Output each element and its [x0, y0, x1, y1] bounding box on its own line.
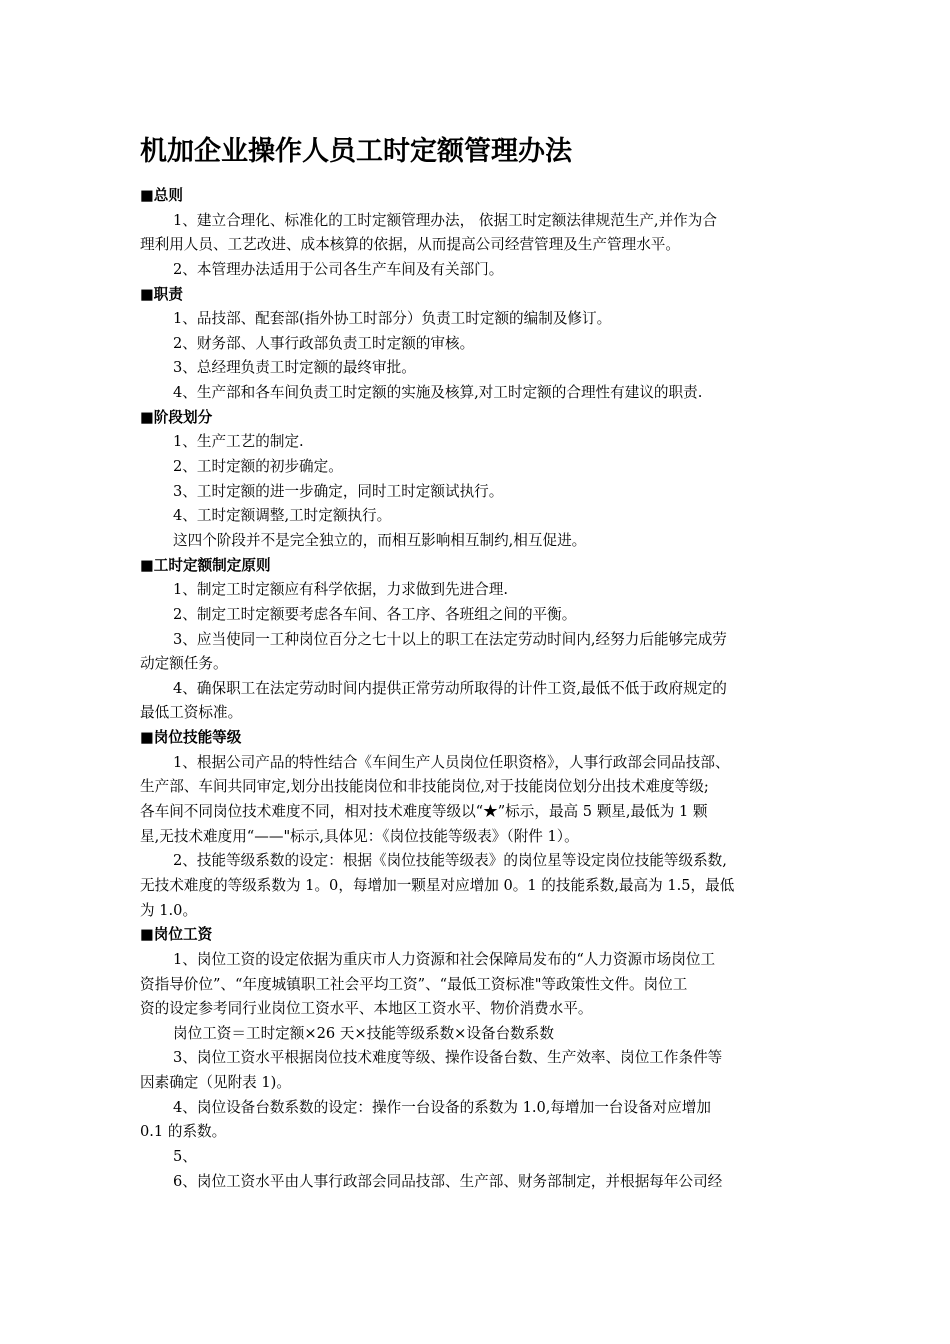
paragraph-line: 2、财务部、人事行政部负责工时定额的审核。 — [173, 334, 475, 352]
paragraph-line: 1、岗位工资的设定依据为重庆市人力资源和社会保障局发布的“人力资源市场岗位工 — [173, 950, 716, 968]
section-heading: ■阶段划分 — [140, 408, 213, 426]
paragraph-line: 这四个阶段并不是完全独立的，而相互影响相互制约,相互促进。 — [173, 531, 587, 549]
paragraph-line: 6、岗位工资水平由人事行政部会同品技部、生产部、财务部制定，并根据每年公司经 — [173, 1172, 723, 1190]
paragraph-line: 最低工资标准。 — [140, 704, 243, 722]
paragraph-line: 3、总经理负责工时定额的最终审批。 — [173, 359, 416, 377]
paragraph-line: 资的设定参考同行业岗位工资水平、本地区工资水平、物价消费水平。 — [140, 1000, 593, 1018]
paragraph-line: 4、岗位设备台数系数的设定：操作一台设备的系数为 1.0,每增加一台设备对应增加 — [173, 1098, 711, 1116]
paragraph-line: 3、工时定额的进一步确定，同时工时定额试执行。 — [173, 482, 504, 500]
paragraph-line: 4、确保职工在法定劳动时间内提供正常劳动所取得的计件工资,最低不低于政府规定的 — [173, 679, 727, 697]
paragraph-line: 2、制定工时定额要考虑各车间、各工序、各班组之间的平衡。 — [173, 605, 577, 623]
paragraph-line: 岗位工资＝工时定额×26 天×技能等级系数×设备台数系数 — [173, 1024, 554, 1042]
paragraph-line: 4、生产部和各车间负责工时定额的实施及核算,对工时定额的合理性有建议的职责. — [173, 384, 703, 402]
paragraph-line: 4、工时定额调整,工时定额执行。 — [173, 507, 392, 525]
paragraph-line: 3、应当使同一工种岗位百分之七十以上的职工在法定劳动时间内,经努力后能够完成劳 — [173, 630, 727, 648]
paragraph-line: 各车间不同岗位技术难度不同，相对技术难度等级以“★”标示，最高 5 颗星,最低为 1 颗 — [140, 803, 708, 821]
paragraph-line: 2、技能等级系数的设定：根据《岗位技能等级表》的岗位星等设定岗位技能等级系数, — [173, 852, 727, 870]
paragraph-line: 3、岗位工资水平根据岗位技术难度等级、操作设备台数、生产效率、岗位工作条件等 — [173, 1049, 723, 1067]
document-body — [140, 184, 820, 1194]
paragraph-line: 为 1.0。 — [140, 901, 198, 919]
paragraph-line: 1、生产工艺的制定. — [173, 433, 304, 451]
paragraph-line: 资指导价位”、“年度城镇职工社会平均工资”、“最低工资标准"等政策性文件。岗位工 — [140, 975, 688, 993]
paragraph-line: 生产部、车间共同审定,划分出技能岗位和非技能岗位,对于技能岗位划分出技术难度等级; — [140, 778, 709, 796]
paragraph-line: 0.1 的系数。 — [140, 1123, 227, 1141]
paragraph-line: 星,无技术难度用“——"标示,具体见：《岗位技能等级表》（附件 1）。 — [140, 827, 579, 845]
paragraph-line: 5、 — [173, 1147, 197, 1165]
paragraph-line: 动定额任务。 — [140, 655, 228, 673]
section-heading: ■职责 — [140, 285, 183, 303]
paragraph-line: 1、品技部、配套部(指外协工时部分）负责工时定额的编制及修订。 — [173, 310, 612, 328]
paragraph-line: 1、制定工时定额应有科学依据，力求做到先进合理. — [173, 581, 508, 599]
section-heading: ■岗位技能等级 — [140, 729, 242, 747]
section-heading: ■岗位工资 — [140, 926, 213, 944]
section-heading: ■工时定额制定原则 — [140, 556, 271, 574]
paragraph-line: 1、建立合理化、标准化的工时定额管理办法， 依据工时定额法律规范生产,并作为合 — [173, 211, 717, 229]
paragraph-line: 2、工时定额的初步确定。 — [173, 458, 343, 476]
paragraph-line: 2、本管理办法适用于公司各生产车间及有关部门。 — [173, 260, 504, 278]
paragraph-line: 无技术难度的等级系数为 1。0，每增加一颗星对应增加 0。1 的技能系数,最高为 1.5，最低 — [140, 876, 735, 894]
paragraph-line: 因素确定（见附表 1)。 — [140, 1074, 291, 1092]
paragraph-line: 1、根据公司产品的特性结合《车间生产人员岗位任职资格》，人事行政部会同品技部、 — [173, 753, 730, 771]
document-title: 机加企业操作人员工时定额管理办法 — [140, 136, 572, 167]
section-heading: ■总则 — [140, 187, 183, 204]
paragraph-line: 理利用人员、工艺改进、成本核算的依据，从而提高公司经营管理及生产管理水平。 — [140, 236, 680, 254]
